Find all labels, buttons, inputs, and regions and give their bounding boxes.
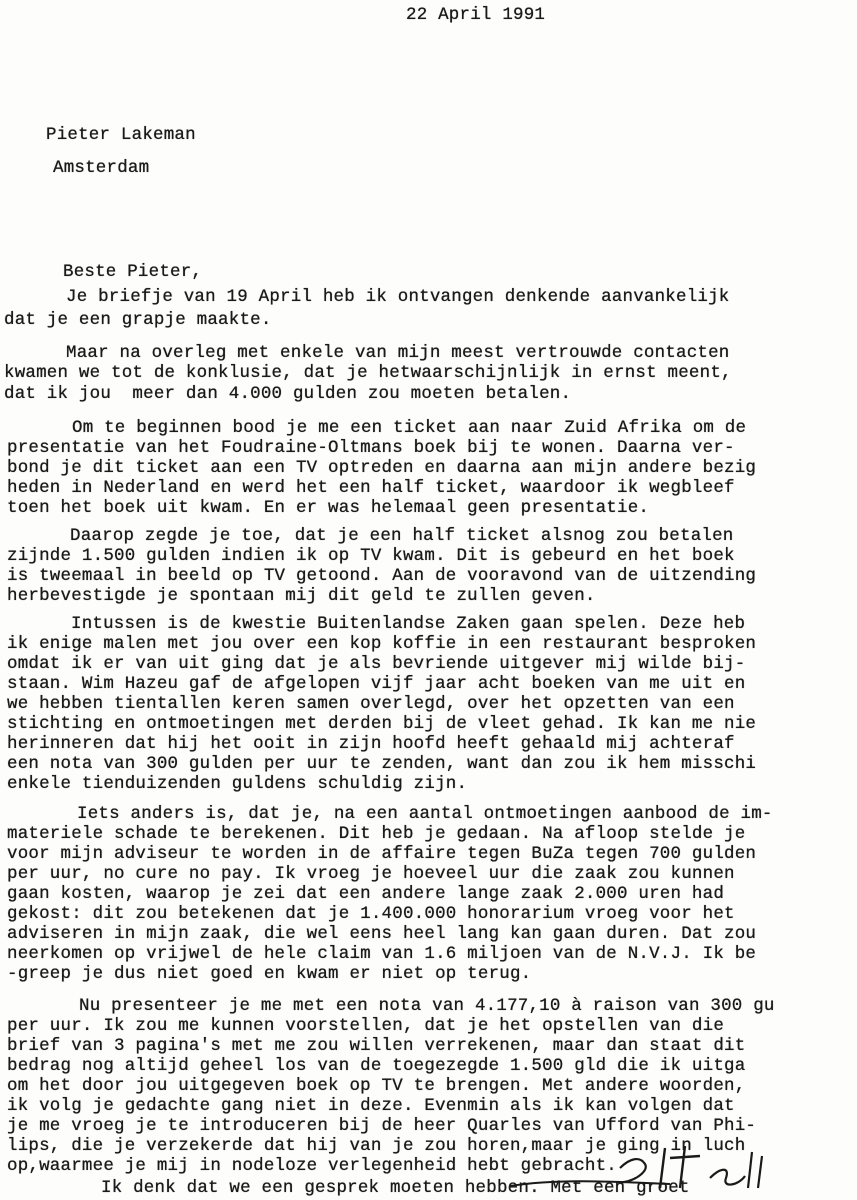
body-line: stichting en ontmoetingen met derden bij de vleet gehad. Ik kan me nie — [7, 714, 757, 734]
body-line: Intussen is de kwestie Buitenlandse Zaken gaan spelen. Deze heb — [71, 614, 746, 634]
body-line: een nota van 300 gulden per uur te zenden, want dan zou ik hem misschi — [7, 754, 757, 774]
body-line: om het door jou uitgegeven boek op TV te brengen. Met andere woorden, — [7, 1076, 746, 1096]
body-line: ik volg je gedachte gang niet in deze. Evenmin als ik kan volgen dat — [7, 1096, 735, 1116]
body-line: -greep je dus niet goed en kwam er niet op terug. — [7, 964, 532, 984]
body-line: Iets anders is, dat je, na een aantal ontmoetingen aanbood de im- — [77, 804, 773, 824]
body-line: we hebben tientallen keren samen overlegd, over het opzetten van een — [7, 694, 735, 714]
body-line: per uur. Ik zou me kunnen voorstellen, dat je het opstellen van die — [7, 1016, 725, 1036]
salutation: Beste Pieter, — [63, 262, 203, 282]
closing-line: Ik denk dat we een gesprek moeten hebben. Met een groet — [101, 1178, 690, 1198]
body-line: Nu presenteer je me met een nota van 4.177,10 à raison van 300 gu — [79, 996, 775, 1016]
body-line: zijnde 1.500 gulden indien ik op TV kwam. Dit is gebeurd en het boek — [7, 546, 735, 566]
letter-date: 22 April 1991 — [406, 5, 546, 25]
body-line: neerkomen op vrijwel de hele claim van 1.6 miljoen van de N.V.J. Ik be — [7, 944, 757, 964]
body-line: gaan kosten, waarop je zei dat een andere lange zaak 2.000 uren had — [7, 884, 725, 904]
body-line: voor mijn adviseur te worden in de affaire tegen BuZa tegen 700 gulden — [7, 844, 757, 864]
body-line: Daarop zegde je toe, dat je een half ticket alsnog zou betalen — [70, 526, 734, 546]
body-line: heden in Nederland en werd het een half ticket, waardoor ik wegbleef — [7, 478, 735, 498]
body-line: lips, die je verzekerde dat hij van je zou horen,maar je ging in luch — [7, 1136, 746, 1156]
body-line: enkele tienduizenden guldens schuldig zijn. — [7, 774, 468, 794]
body-line: gekost: dit zou betekenen dat je 1.400.000 honorarium vroeg voor het — [7, 904, 735, 924]
recipient-city: Amsterdam — [53, 158, 150, 178]
body-line: omdat ik er van uit ging dat je als bevriende uitgever mij wilde bij- — [7, 654, 746, 674]
body-line: adviseren in mijn zaak, die wel eens heel lang kan gaan duren. Dat zou — [7, 924, 757, 944]
body-line: brief van 3 pagina's met me zou willen verrekenen, maar dan staat dit — [7, 1036, 746, 1056]
body-line: kwamen we tot de konklusie, dat je hetwaarschijnlijk in ernst meent, — [4, 363, 732, 383]
body-line: materiele schade te berekenen. Dit heb je gedaan. Na afloop stelde je — [7, 824, 746, 844]
body-line: je me vroeg je te introduceren bij de heer Quarles van Ufford van Phi- — [7, 1116, 757, 1136]
body-line: Maar na overleg met enkele van mijn meest vertrouwde contacten — [66, 343, 730, 363]
body-line: herinneren dat hij het ooit in zijn hoofd heeft gehaald mij achteraf — [7, 734, 735, 754]
body-line: Om te beginnen bood je me een ticket aan naar Zuid Afrika om de — [72, 418, 747, 438]
body-line: presentatie van het Foudraine-Oltmans boek bij te wonen. Daarna ver- — [7, 438, 735, 458]
body-line: per uur, no cure no pay. Ik vroeg je hoeveel uur die zaak zou kunnen — [7, 864, 735, 884]
body-line: herbevestigde je spontaan mij dit geld te zullen geven. — [7, 586, 596, 606]
body-line: staan. Wim Hazeu gaf de afgelopen vijf jaar acht boeken van me uit en — [7, 674, 746, 694]
signature — [500, 1138, 800, 1198]
body-line: op,waarmee je mij in nodeloze verlegenheid hebt gebracht. — [7, 1156, 617, 1176]
body-line: ik enige malen met jou over een kop koffie in een restaurant besproken — [7, 634, 757, 654]
body-line: Je briefje van 19 April heb ik ontvangen denkende aanvankelijk — [66, 287, 730, 307]
body-line: dat je een grapje maakte. — [4, 310, 272, 330]
body-line: bedrag nog altijd geheel los van de toegezegde 1.500 gld die ik uitga — [7, 1056, 746, 1076]
body-line: bond je dit ticket aan een TV optreden en daarna aan mijn andere bezig — [7, 458, 757, 478]
body-line: dat ik jou meer dan 4.000 gulden zou moeten betalen. — [4, 384, 572, 404]
body-line: is tweemaal in beeld op TV getoond. Aan de vooravond van de uitzending — [7, 566, 757, 586]
body-line: toen het boek uit kwam. En er was helemaal geen presentatie. — [7, 498, 650, 518]
recipient-name: Pieter Lakeman — [46, 125, 196, 145]
